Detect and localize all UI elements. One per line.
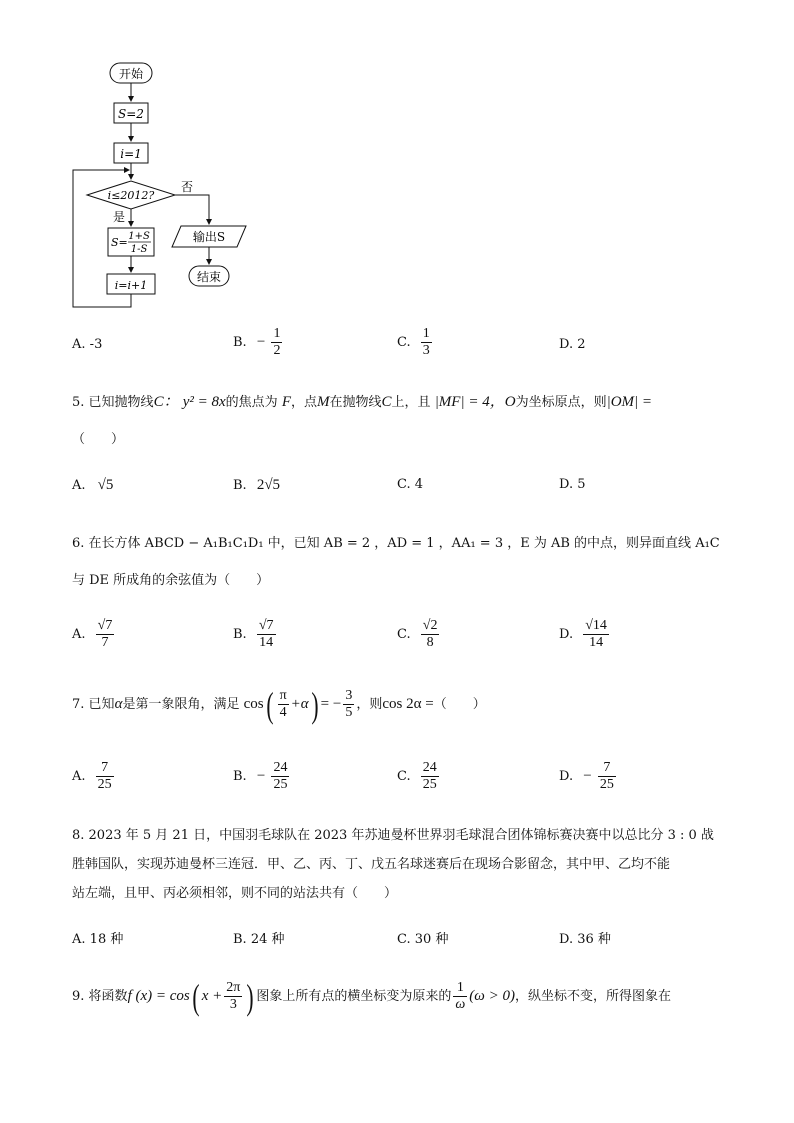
q7-option-b: B. − $\frac{24}{25}$ [233, 760, 288, 792]
flowchart [0, 0, 300, 320]
q6-option-b: B. $\frac{√7}{14}$ [233, 618, 274, 650]
q7-option-a: A. $\frac{7}{25}$ [72, 760, 112, 792]
flow-s-init-text: S=2 [118, 107, 144, 121]
q6-stem-line1: 6. 在长方体 ABCD − A₁B₁C₁D₁ 中，已知 AB = 2 ，AD = 1 ，AA₁ = 3 ，E 为 AB 的中点，则异面直线 A₁C [72, 536, 720, 551]
flow-update-s-den: 1-S [130, 244, 148, 255]
q5-option-b: B. 2√5 [233, 477, 281, 493]
q7-option-d: D. − $\frac{7}{25}$ [559, 760, 614, 792]
flow-end-text: 结束 [196, 270, 222, 284]
q8-stem-line2: 胜韩国队，实现苏迪曼杯三连冠．甲、乙、丙、丁、戊五名球迷赛后在现场合影留念，其中甲、乙均不能 [72, 857, 671, 872]
q5-option-c: C. 4 [397, 477, 424, 492]
flow-yes-label: 是 [113, 210, 126, 224]
q8-option-c: C. 30 种 [397, 932, 449, 947]
q6-option-a: A. $\frac{√7}{7}$ [72, 618, 113, 650]
q6-stem-line2: 与 DE 所成角的余弦值为（ ） [72, 573, 270, 588]
flow-start-text: 开始 [118, 67, 144, 81]
q8-option-b: B. 24 种 [233, 932, 285, 947]
q8-option-a: A. 18 种 [72, 932, 124, 947]
q4-option-d: D. 2 [559, 337, 586, 352]
q8-stem-line1: 8. 2023 年 5 月 21 日，中国羽毛球队在 2023 年苏迪曼杯世界羽毛球混合团体锦标赛决赛中以总比分 3 : 0 战 [72, 828, 714, 843]
q4-option-c: C. $\frac{1}{3}$ [397, 326, 430, 358]
q5-option-d: D. 5 [559, 477, 586, 492]
flow-condition-text: i≤2012? [107, 189, 155, 202]
q6-option-d: D. $\frac{√14}{14}$ [559, 618, 607, 650]
flow-i-init-text: i=1 [120, 147, 142, 161]
q7-option-c: C. $\frac{24}{25}$ [397, 760, 437, 792]
q8-option-d: D. 36 种 [559, 932, 611, 947]
flow-increment-text: i=i+1 [114, 279, 148, 292]
q5-option-a: A. √5 [72, 477, 114, 493]
flow-no-label: 否 [181, 180, 194, 194]
q4-option-b: B. − $\frac{1}{2}$ [233, 326, 281, 358]
q9-stem: 9. 将函数f (x) = cos( x + $\frac{2\pi}{3}$ ) 图象上所有点的横坐标变为原来的 $\frac{1}{\omega}$ (ω > 0)，纵坐标不变，所得图象在 [72, 976, 671, 1017]
q6-option-c: C. $\frac{√2}{8}$ [397, 618, 438, 650]
flow-update-s-num: 1+S [128, 231, 150, 242]
q5-stem: 5. 已知抛物线C： y² = 8x的焦点为 F，点M在抛物线C上，且 |MF| = 4，O为坐标原点，则|OM| = [72, 394, 653, 410]
q5-blank: （ ） [72, 432, 125, 447]
q4-option-a: A. -3 [72, 337, 103, 352]
flow-output-text: 输出S [192, 230, 226, 244]
q8-stem-line3: 站左端，且甲、丙必须相邻，则不同的站法共有（ ） [72, 886, 398, 901]
flow-update-s-lhs: S= [111, 236, 128, 249]
q7-stem: 7. 已知α是第一象限角，满足 cos( $\frac{\pi}{4}$ +α) = − $\frac{3}{5}$ ，则cos 2α =（ ） [72, 684, 486, 725]
